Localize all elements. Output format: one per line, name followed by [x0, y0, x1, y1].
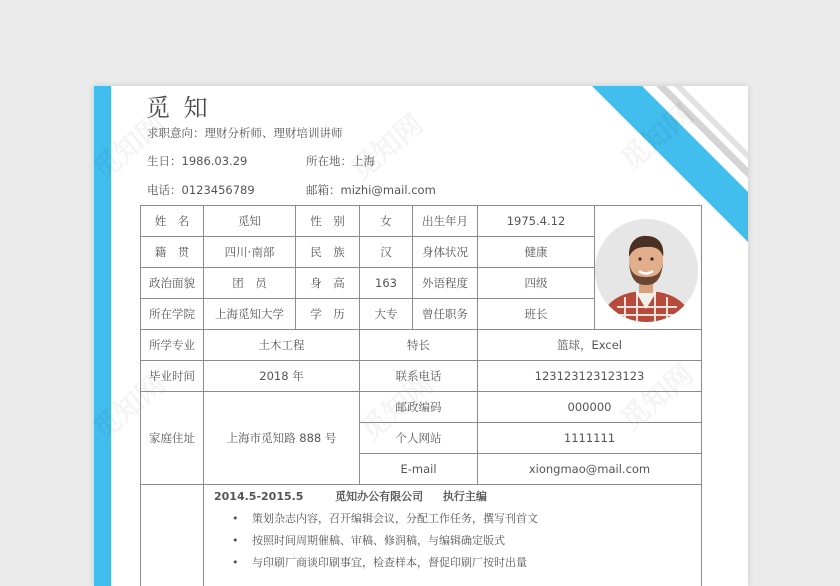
height-value: 163	[360, 268, 413, 299]
gender-value: 女	[360, 206, 413, 237]
resume-name: 觅 知	[146, 88, 211, 123]
language-value: 四级	[478, 268, 595, 299]
political-value: 团 员	[204, 268, 296, 299]
school-value: 上海觅知大学	[204, 299, 296, 330]
list-item: • 按照时间周期催稿、审稿、修润稿，与编辑确定版式	[232, 530, 701, 552]
mail-value: xiongmao@mail.com	[478, 454, 702, 485]
table-row	[141, 361, 702, 392]
site-label: 个人网站	[360, 423, 478, 454]
birthdate-label: 出生年月	[413, 206, 478, 237]
health-value: 健康	[478, 237, 595, 268]
name-label: 姓 名	[141, 206, 204, 237]
experience-item-text: 与印刷厂商谈印刷事宜，检查样本，督促印刷厂按时出量	[252, 556, 527, 569]
table-row	[141, 485, 702, 586]
table-row	[141, 392, 702, 423]
experience-header	[214, 488, 701, 504]
birthday: 生日：1986.03.29	[147, 153, 247, 169]
major-value: 土木工程	[204, 330, 360, 361]
resume-page	[94, 86, 748, 586]
zip-value: 000000	[478, 392, 702, 423]
native-value: 四川·南部	[204, 237, 296, 268]
table-row	[141, 330, 702, 361]
tel-value: 123123123123123	[478, 361, 702, 392]
birthdate-value: 1975.4.12	[478, 206, 595, 237]
gender-label: 性 别	[296, 206, 360, 237]
skill-label: 特长	[360, 330, 478, 361]
language-label: 外语程度	[413, 268, 478, 299]
grad-value: 2018 年	[204, 361, 360, 392]
avatar	[595, 219, 698, 322]
experience-company: 觅知办公有限公司	[335, 488, 423, 504]
health-label: 身体状况	[413, 237, 478, 268]
experience-role: 执行主编	[443, 488, 487, 504]
experience-period: 2014.5-2015.5	[214, 490, 303, 503]
mail-label: E-mail	[360, 454, 478, 485]
degree-label: 学 历	[296, 299, 360, 330]
native-label: 籍 贯	[141, 237, 204, 268]
site-value: 1111111	[478, 423, 702, 454]
address-label: 家庭住址	[141, 392, 204, 485]
skill-value: 篮球，Excel	[478, 330, 702, 361]
email: 邮箱：mizhi@mail.com	[306, 182, 436, 198]
job-intention: 求职意向：理财分析师、理财培训讲师	[147, 125, 343, 141]
zip-label: 邮政编码	[360, 392, 478, 423]
ethnic-value: 汉	[360, 237, 413, 268]
position-value: 班长	[478, 299, 595, 330]
tel-label: 联系电话	[360, 361, 478, 392]
location: 所在地：上海	[306, 153, 375, 169]
height-label: 身 高	[296, 268, 360, 299]
phone: 电话：0123456789	[147, 182, 255, 198]
list-item: • 与印刷厂商谈印刷事宜，检查样本，督促印刷厂按时出量	[232, 552, 701, 574]
grad-label: 毕业时间	[141, 361, 204, 392]
address-value: 上海市觅知路 888 号	[204, 392, 360, 485]
experience-list	[214, 508, 701, 574]
name-value: 觅知	[204, 206, 296, 237]
political-label: 政治面貌	[141, 268, 204, 299]
school-label: 所在学院	[141, 299, 204, 330]
degree-value: 大专	[360, 299, 413, 330]
experience-label-cell	[141, 485, 204, 586]
ethnic-label: 民 族	[296, 237, 360, 268]
list-item: • 策划杂志内容，召开编辑会议，分配工作任务，撰写刊首文	[232, 508, 701, 530]
experience-item-text: 策划杂志内容，召开编辑会议，分配工作任务，撰写刊首文	[252, 512, 538, 525]
experience-item-text: 按照时间周期催稿、审稿、修润稿，与编辑确定版式	[252, 534, 505, 547]
position-label: 曾任职务	[413, 299, 478, 330]
experience-cell	[204, 485, 702, 586]
major-label: 所学专业	[141, 330, 204, 361]
